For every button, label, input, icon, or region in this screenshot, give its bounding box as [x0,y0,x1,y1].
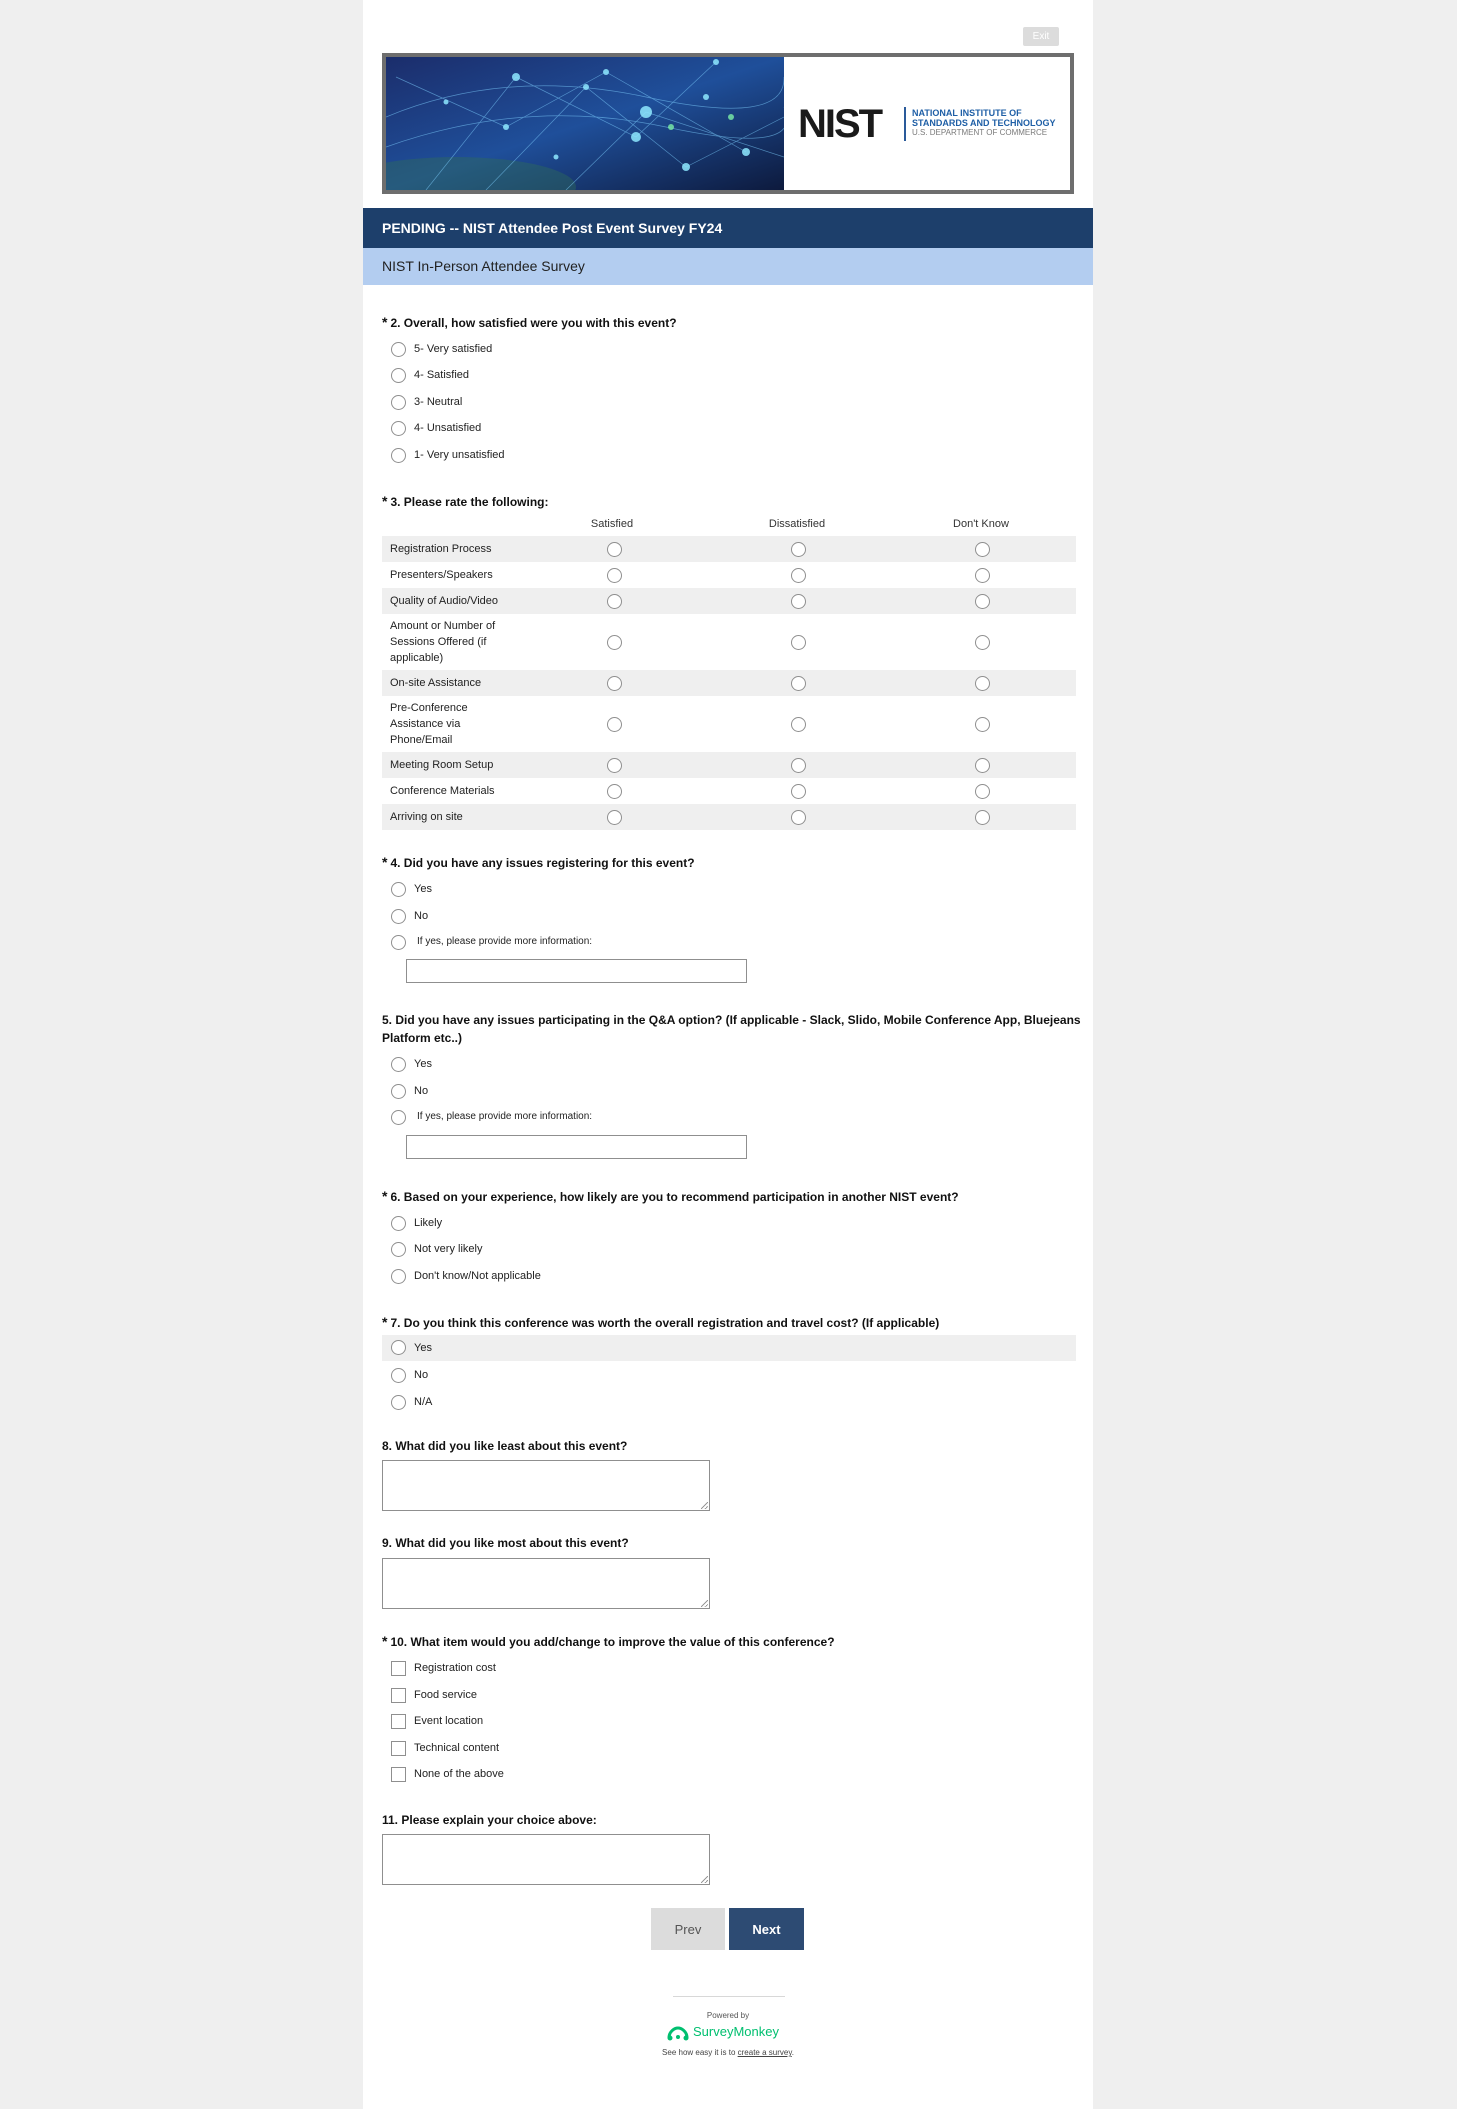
q11-textarea[interactable] [382,1834,710,1885]
matrix-radio-satisfied[interactable] [607,717,622,732]
radio-button[interactable] [391,935,406,950]
matrix-radio-dont-know[interactable] [975,635,990,650]
matrix-radio-dont-know[interactable] [975,568,990,583]
question-7-title [382,1313,1082,1332]
prev-button[interactable]: Prev [651,1908,725,1950]
page-title: NIST In-Person Attendee Survey [363,248,1093,285]
matrix-row-label: Pre-Conference Assistance via Phone/Email [390,702,468,746]
option-label: 3- Neutral [414,396,463,408]
resize-grip-icon[interactable] [701,1502,708,1509]
q4-other-input[interactable] [406,959,747,983]
footer-tagline [363,2048,1093,2057]
matrix-radio-dont-know[interactable] [975,717,990,732]
matrix-radio-dont-know[interactable] [975,810,990,825]
option-label: Yes [414,1342,432,1354]
radio-button[interactable] [391,1216,406,1231]
option-label: 1- Very unsatisfied [414,449,505,461]
radio-button[interactable] [391,1340,406,1355]
nist-logo-line1: NATIONAL INSTITUTE OF [912,108,1022,118]
survey-container [363,0,1093,2109]
exit-button[interactable]: Exit [1023,27,1059,46]
matrix-row [382,804,1076,830]
checkbox[interactable] [391,1688,406,1703]
tagline-suffix: . [791,2048,794,2057]
option-label: None of the above [414,1768,504,1780]
matrix-radio-satisfied[interactable] [607,810,622,825]
matrix-radio-satisfied[interactable] [607,784,622,799]
option-label: Food service [414,1689,477,1701]
create-survey-link[interactable]: create a survey [737,2048,792,2057]
q4-option-yes[interactable] [385,878,1065,900]
question-10-title [382,1632,1082,1651]
required-asterisk: * [382,493,388,509]
question-4-text: 4. Did you have any issues registering for this event? [390,856,695,870]
question-4-title [382,853,1082,872]
q5-option-no[interactable] [385,1080,1065,1102]
q7-option-yes[interactable] [382,1335,1076,1361]
matrix-radio-dissatisfied[interactable] [791,717,806,732]
matrix-radio-dont-know[interactable] [975,676,990,691]
option-label: Not very likely [414,1243,483,1255]
q6-option-dont-know[interactable] [385,1265,1065,1287]
resize-grip-icon[interactable] [701,1876,708,1883]
radio-button[interactable] [391,421,406,436]
option-label: If yes, please provide more information: [417,1111,593,1122]
network-graphic [386,57,784,190]
matrix-row [382,752,1076,778]
matrix-row [382,588,1076,614]
q10-option-none[interactable] [385,1763,1065,1785]
question-8-title [382,1437,1082,1455]
surveymonkey-icon [667,2025,689,2041]
nist-banner [382,53,1074,194]
matrix-row-label: On-site Assistance [390,677,482,689]
matrix-radio-dissatisfied[interactable] [791,568,806,583]
footer-divider [673,1996,785,1997]
q2-option-2[interactable] [385,417,1065,439]
matrix-radio-dissatisfied[interactable] [791,594,806,609]
required-asterisk: * [382,1633,388,1649]
option-label: 4- Unsatisfied [414,422,482,434]
checkbox[interactable] [391,1741,406,1756]
q4-option-other[interactable] [385,931,1065,953]
nist-logo-divider [904,107,906,141]
q10-option-registration-cost[interactable] [385,1657,1065,1679]
surveymonkey-logo[interactable] [667,2023,797,2043]
q5-option-other[interactable] [385,1106,1065,1128]
matrix-row-label: Registration Process [390,543,492,555]
matrix-radio-dont-know[interactable] [975,594,990,609]
radio-button[interactable] [391,1269,406,1284]
question-5-text: 5. Did you have any issues participating in the Q&A option? (If applicable - Slack, Slido, Mobile Conference App, Bluejeans Platform etc..) [382,1013,1081,1045]
question-2-title [382,313,1082,332]
question-9-text: 9. What did you like most about this event? [382,1536,629,1550]
matrix-radio-satisfied[interactable] [607,594,622,609]
matrix-row-label: Arriving on site [390,811,463,823]
required-asterisk: * [382,1188,388,1204]
matrix-radio-dont-know[interactable] [975,542,990,557]
question-9-title [382,1534,1082,1552]
question-5-title [382,1011,1082,1047]
matrix-radio-dissatisfied[interactable] [791,758,806,773]
required-asterisk: * [382,314,388,330]
question-10-text: 10. What item would you add/change to improve the value of this conference? [390,1635,835,1649]
checkbox[interactable] [391,1767,406,1782]
question-3-title [382,492,1082,511]
question-11-title [382,1811,1082,1829]
matrix-radio-dont-know[interactable] [975,758,990,773]
q10-option-food-service[interactable] [385,1684,1065,1706]
rating-matrix [382,516,1076,830]
radio-button[interactable] [391,395,406,410]
radio-button[interactable] [391,882,406,897]
surveymonkey-brand: SurveyMonkey [693,2024,779,2039]
q2-option-4[interactable] [385,364,1065,386]
matrix-row [382,670,1076,696]
matrix-row-label: Quality of Audio/Video [390,595,499,607]
matrix-row [382,696,1076,752]
radio-button[interactable] [391,1368,406,1383]
matrix-header [382,516,1076,536]
question-8-text: 8. What did you like least about this event? [382,1439,628,1453]
question-11-text: 11. Please explain your choice above: [382,1813,597,1827]
q7-option-no[interactable] [385,1364,1065,1386]
powered-by-label: Powered by [706,2011,750,2020]
required-asterisk: * [382,854,388,870]
option-label: Yes [414,1058,432,1070]
matrix-row [382,562,1076,588]
question-7-text: 7. Do you think this conference was worth the overall registration and travel cost? (If applicable) [390,1316,940,1330]
matrix-row-label: Presenters/Speakers [390,569,493,581]
matrix-radio-dissatisfied[interactable] [791,810,806,825]
q10-option-event-location[interactable] [385,1710,1065,1732]
radio-button[interactable] [391,368,406,383]
matrix-radio-dissatisfied[interactable] [791,635,806,650]
survey-title: PENDING -- NIST Attendee Post Event Survey FY24 [363,208,1093,248]
q7-option-na[interactable] [385,1391,1065,1413]
option-label: Registration cost [414,1662,496,1674]
q6-option-likely[interactable] [385,1212,1065,1234]
next-button[interactable]: Next [729,1908,804,1950]
option-label: Don't know/Not applicable [414,1270,541,1282]
matrix-radio-dont-know[interactable] [975,784,990,799]
resize-grip-icon[interactable] [701,1600,708,1607]
option-label: No [414,1369,429,1381]
option-label: 5- Very satisfied [414,343,493,355]
option-label: No [414,1085,429,1097]
option-label: 4- Satisfied [414,369,470,381]
q10-option-technical-content[interactable] [385,1737,1065,1759]
radio-button[interactable] [391,342,406,357]
matrix-row-label: Amount or Number of Sessions Offered (if applicable) [390,620,496,664]
option-label: N/A [414,1396,433,1408]
radio-button[interactable] [391,1084,406,1099]
matrix-radio-satisfied[interactable] [607,568,622,583]
column-dont-know: Don't Know [953,518,1009,530]
question-6-title [382,1187,1082,1206]
option-label: No [414,910,429,922]
matrix-row [382,614,1076,670]
nist-logo-line3: U.S. DEPARTMENT OF COMMERCE [912,128,1048,137]
radio-button[interactable] [391,448,406,463]
option-label: Event location [414,1715,484,1727]
matrix-radio-satisfied[interactable] [607,676,622,691]
q2-option-3[interactable] [385,391,1065,413]
question-6-text: 6. Based on your experience, how likely are you to recommend participation in another NIST event? [390,1190,959,1204]
question-2-text: 2. Overall, how satisfied were you with this event? [390,316,677,330]
matrix-radio-satisfied[interactable] [607,758,622,773]
q2-option-5[interactable] [385,338,1065,360]
radio-button[interactable] [391,1110,406,1125]
checkbox[interactable] [391,1661,406,1676]
column-dissatisfied: Dissatisfied [768,518,826,530]
matrix-radio-dissatisfied[interactable] [791,676,806,691]
matrix-radio-dissatisfied[interactable] [791,784,806,799]
matrix-rows [382,536,1076,830]
q4-option-no[interactable] [385,905,1065,927]
option-label: Technical content [414,1742,499,1754]
matrix-radio-dissatisfied[interactable] [791,542,806,557]
radio-button[interactable] [391,1395,406,1410]
matrix-row [382,778,1076,804]
q6-option-not-likely[interactable] [385,1238,1065,1260]
option-label: If yes, please provide more information: [417,936,593,947]
q8-textarea[interactable] [382,1460,710,1511]
question-3-text: 3. Please rate the following: [390,495,549,509]
option-label: Yes [414,883,432,895]
matrix-radio-satisfied[interactable] [607,635,622,650]
matrix-row-label: Meeting Room Setup [390,759,494,771]
matrix-radio-satisfied[interactable] [607,542,622,557]
radio-button[interactable] [391,1057,406,1072]
q5-option-yes[interactable] [385,1053,1065,1075]
radio-button[interactable] [391,1242,406,1257]
nist-logo-word: NIST [798,102,882,146]
radio-button[interactable] [391,909,406,924]
matrix-row [382,536,1076,562]
required-asterisk: * [382,1314,388,1330]
q9-textarea[interactable] [382,1558,710,1609]
nist-logo [798,101,1068,151]
q2-option-1[interactable] [385,444,1065,466]
tagline-prefix: See how easy it is to [662,2048,738,2057]
checkbox[interactable] [391,1714,406,1729]
q5-other-input[interactable] [406,1135,747,1159]
option-label: Likely [414,1217,443,1229]
matrix-row-label: Conference Materials [390,785,495,797]
column-satisfied: Satisfied [590,518,634,530]
nist-logo-line2: STANDARDS AND TECHNOLOGY [912,118,1056,128]
